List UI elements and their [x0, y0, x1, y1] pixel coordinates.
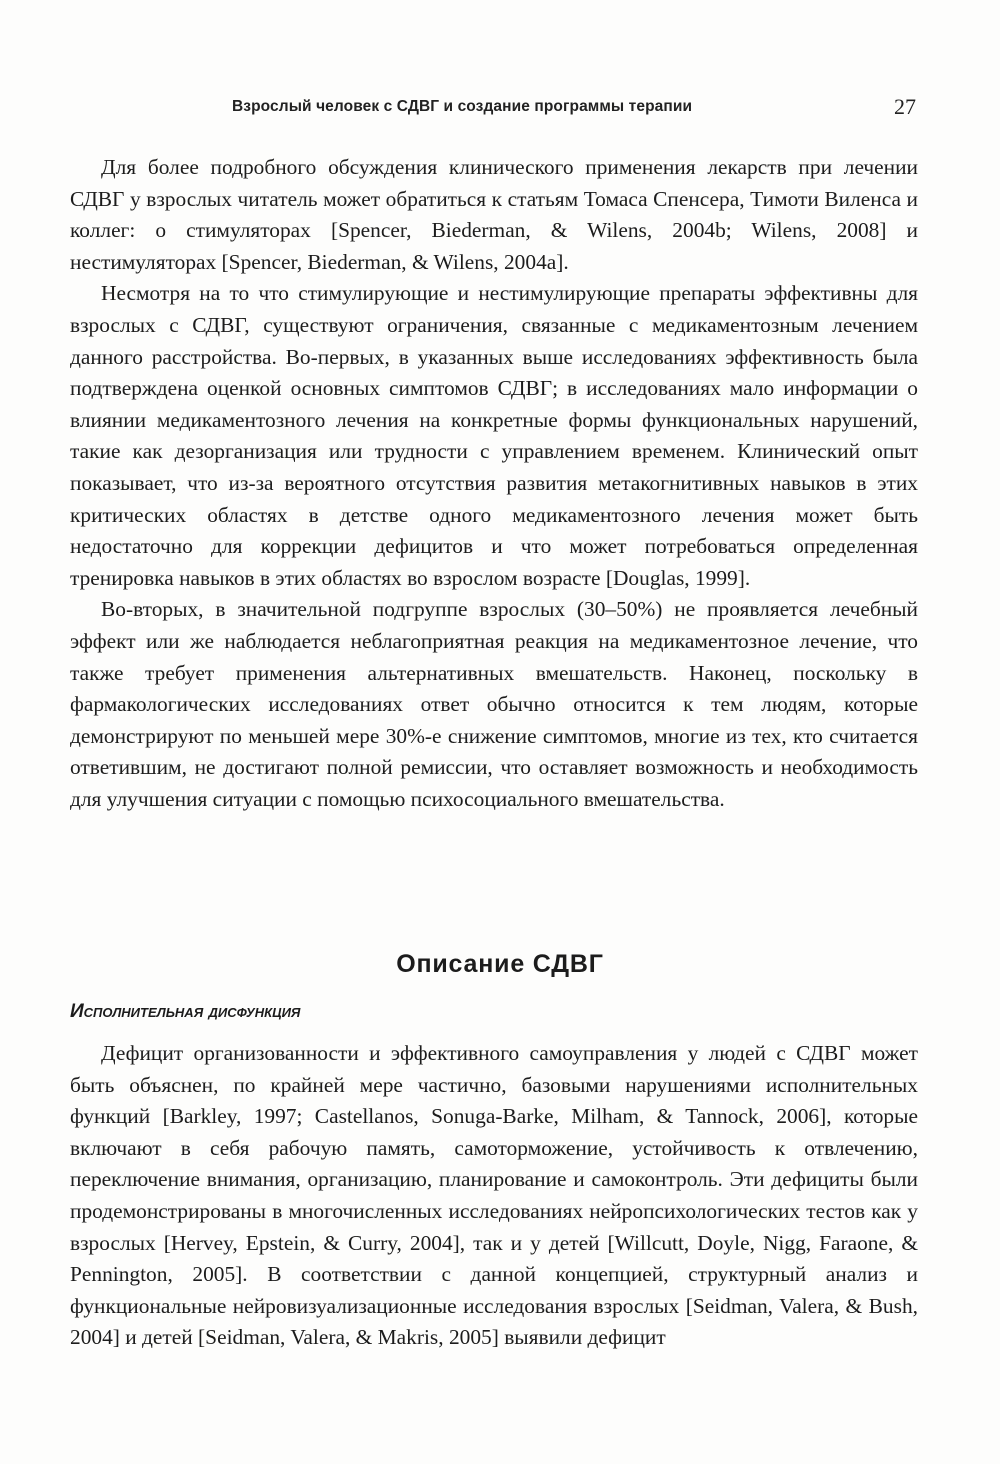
paragraph-1: Для более подробного обсуждения клинического применения лекарств при лечении СДВГ у взрослых читатель может обратиться к статьям Томаса Спенсера, Тимоти Виленса и коллег: о стимуляторах [Spencer, Biederman, & Wilens, 2004b; Wilens, 2008] и нестимуляторах [Spencer, Biederman, & Wilens, 2004a].	[70, 155, 918, 274]
running-title: Взрослый человек с СДВГ и создание программы терапии	[232, 98, 693, 115]
paragraph-4: Дефицит организованности и эффективного самоуправления у людей с СДВГ может быть объяснен, по крайней мере частично, базовыми нарушениями исполнительных функций [Barkley, 1997; Castellanos, Sonuga-Barke, Milham, & Tannock, 2006], которые включают в себя рабочую память, самоторможение, устойчивость к отвлечению, переключение внимания, организацию, планирование и самоконтроль. Эти дефициты были продемонстрированы в многочисленных исследованиях нейропсихологических тестов как у взрослых [Hervey, Epstein, & Curry, 2004], так и у детей [Willcutt, Doyle, Nigg, Faraone, & Pennington, 2005]. В соответствии с данной концепцией, структурный анализ и функциональные нейровизуализационные исследования взрослых [Seidman, Valera, & Bush, 2004] и детей [Seidman, Valera, & Makris, 2005] выявили дефицит	[70, 1041, 918, 1350]
page-number: 27	[894, 94, 916, 119]
section-title: Описание СДВГ	[396, 950, 604, 978]
paragraph-2: Несмотря на то что стимулирующие и нестимулирующие препараты эффективны для взрослых с СДВГ, существуют ограничения, связанные с медикаментозным лечением данного расстройства. Во-первых, в указанных выше исследованиях эффективность была подтверждена оценкой основных симптомов СДВГ; в исследованиях мало информации о влиянии медикаментозного лечения на конкретные формы функциональных нарушений, такие как дезорганизация или трудности с управлением временем. Клинический опыт показывает, что из-за вероятного отсутствия развития метакогнитивных навыков в этих критических областях в детстве одного медикаментозного лечения может быть недостаточно для коррекции дефицитов и что может потребоваться определенная тренировка навыков в этих областях во взрослом возрасте [Douglas, 1999].	[70, 281, 918, 590]
body-text-top	[70, 152, 918, 815]
subsection-title: Исполнительная дисфункция	[70, 1001, 301, 1022]
body-text-bottom	[70, 1038, 918, 1354]
paragraph-3: Во-вторых, в значительной подгруппе взрослых (30–50%) не проявляется лечебный эффект или же наблюдается неблагоприятная реакция на медикаментозное лечение, что также требует применения альтернативных вмешательств. Наконец, поскольку в фармакологических исследованиях ответ обычно относится к тем людям, которые демонстрируют по меньшей мере 30%-е снижение симптомов, многие из тех, кто считается ответившим, не достигают полной ремиссии, что оставляет возможность и необходимость для улучшения ситуации с помощью психосоциального вмешательства.	[70, 597, 918, 811]
